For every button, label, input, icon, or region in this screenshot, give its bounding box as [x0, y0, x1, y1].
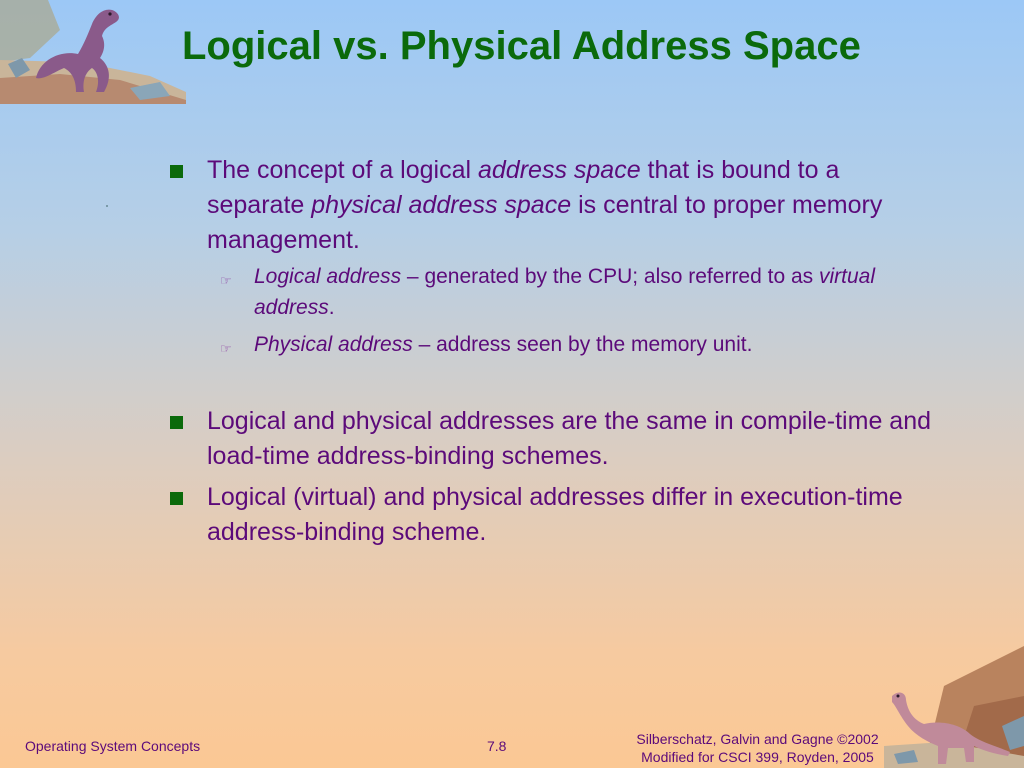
- bullet-text: Logical (virtual) and physical addresses differ in execution-time address-binding scheme.: [207, 483, 903, 546]
- sub-bullet-text: Logical address – generated by the CPU; also referred to as virtual address.: [254, 265, 876, 319]
- sauropod-illustration: [884, 646, 1024, 768]
- pointing-hand-icon: ☞: [220, 341, 232, 356]
- sub-bullet-item: [220, 329, 950, 364]
- footer-credits: [620, 730, 895, 766]
- square-bullet-icon: [170, 165, 183, 178]
- slide-body: [170, 153, 950, 550]
- stray-dot: [106, 205, 108, 207]
- trex-illustration: [0, 0, 186, 104]
- slide-title: Logical vs. Physical Address Space: [182, 24, 861, 68]
- square-bullet-icon: [170, 416, 183, 429]
- sub-bullet-item: [220, 261, 950, 323]
- footer-credits-line1: Silberschatz, Galvin and Gagne ©2002: [636, 731, 879, 747]
- bullet-item: [170, 480, 950, 550]
- pointing-hand-icon: ☞: [220, 273, 232, 288]
- bullet-text: Logical and physical addresses are the same in compile-time and load-time address-binding schemes.: [207, 407, 931, 470]
- bullet-item: [170, 404, 950, 474]
- square-bullet-icon: [170, 492, 183, 505]
- footer-page-number: 7.8: [487, 738, 507, 754]
- footer-credits-line2: Modified for CSCI 399, Royden, 2005: [641, 749, 874, 765]
- sub-bullet-text: Physical address – address seen by the memory unit.: [254, 333, 753, 356]
- bullet-item: [170, 153, 950, 258]
- bullet-text: The concept of a logical address space that is bound to a separate physical address space is central to proper memory management.: [207, 156, 883, 254]
- footer-course-title: Operating System Concepts: [25, 738, 201, 754]
